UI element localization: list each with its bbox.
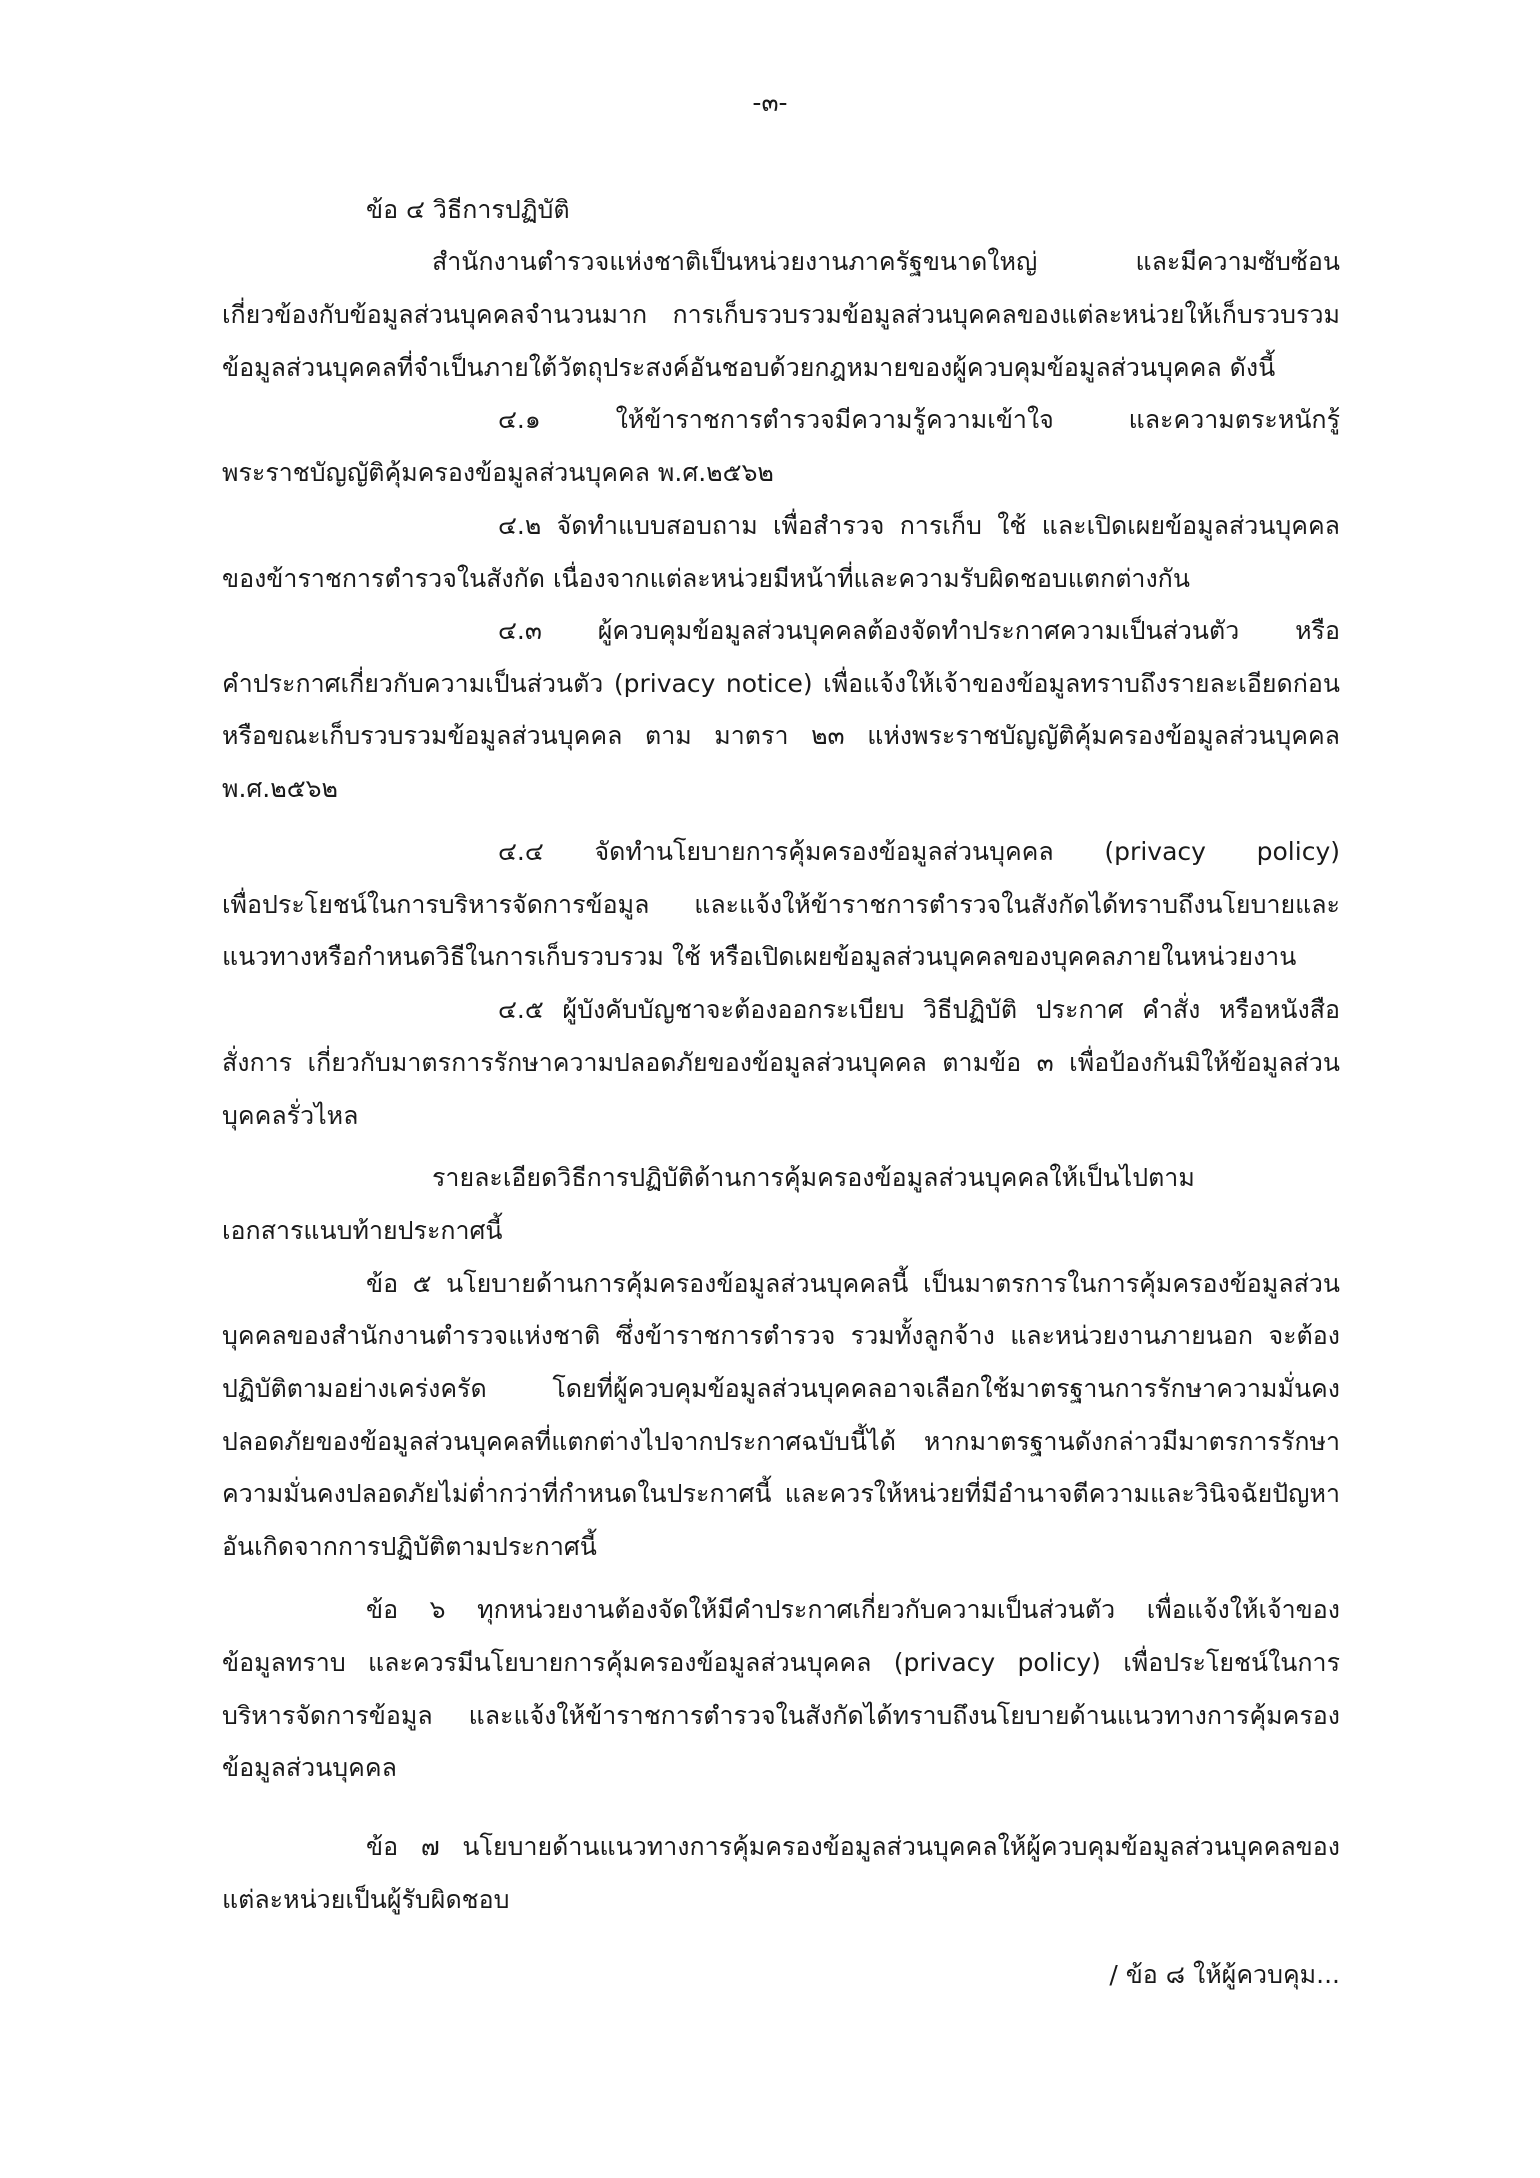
article-5-line: ความมั่นคงปลอดภัยไม่ต่ำกว่าที่กำหนดในประกาศนี้ และควรให้หน่วยที่มีอำนาจตีความและวินิจฉัยปัญหา — [222, 1479, 1340, 1508]
item-4-4-line: ๔.๔ จัดทำนโยบายการคุ้มครองข้อมูลส่วนบุคคล (privacy policy) — [498, 837, 1340, 866]
item-4-5-line: ๔.๕ ผู้บังคับบัญชาจะต้องออกระเบียบ วิธีปฏิบัติ ประกาศ คำสั่ง หรือหนังสือ — [498, 995, 1340, 1024]
article-5-line: ปฏิบัติตามอย่างเคร่งครัด โดยที่ผู้ควบคุมข้อมูลส่วนบุคคลอาจเลือกใช้มาตรฐานการรักษาความมั่นคง — [222, 1374, 1340, 1403]
page-number: -๓- — [752, 88, 788, 117]
article-6-line: ข้อมูลส่วนบุคคล — [222, 1753, 397, 1782]
item-4-1-line: พระราชบัญญัติคุ้มครองข้อมูลส่วนบุคคล พ.ศ.๒๕๖๒ — [222, 458, 774, 487]
continuation-note: / ข้อ ๘ ให้ผู้ควบคุม... — [1109, 1960, 1340, 1989]
item-4-5-line: สั่งการ เกี่ยวกับมาตรการรักษาความปลอดภัยของข้อมูลส่วนบุคคล ตามข้อ ๓ เพื่อป้องกันมิให้ข้อมูลส่วน — [222, 1048, 1340, 1077]
article-7-line: ข้อ ๗ นโยบายด้านแนวทางการคุ้มครองข้อมูลส่วนบุคคลให้ผู้ควบคุมข้อมูลส่วนบุคคลของ — [366, 1832, 1340, 1861]
item-4-3-line: หรือขณะเก็บรวบรวมข้อมูลส่วนบุคคล ตาม มาตรา ๒๓ แห่งพระราชบัญญัติคุ้มครองข้อมูลส่วนบุคคล — [222, 721, 1340, 750]
article-4-heading: ข้อ ๔ วิธีการปฏิบัติ — [366, 195, 570, 224]
article-6-line: บริหารจัดการข้อมูล และแจ้งให้ข้าราชการตำรวจในสังกัดได้ทราบถึงนโยบายด้านแนวทางการคุ้มครอง — [222, 1701, 1340, 1730]
article-6-line: ข้อมูลทราบ และควรมีนโยบายการคุ้มครองข้อมูลส่วนบุคคล (privacy policy) เพื่อประโยชน์ในการ — [222, 1648, 1340, 1677]
paragraph-line: เกี่ยวข้องกับข้อมูลส่วนบุคคลจำนวนมาก การเก็บรวบรวมข้อมูลส่วนบุคคลของแต่ละหน่วยให้เก็บรวบรวม — [222, 300, 1340, 329]
item-4-1-line: ๔.๑ ให้ข้าราชการตำรวจมีความรู้ความเข้าใจ และความตระหนักรู้ — [498, 405, 1340, 434]
item-4-2-line: ๔.๒ จัดทำแบบสอบถาม เพื่อสำรวจ การเก็บ ใช้ และเปิดเผยข้อมูลส่วนบุคคล — [498, 511, 1340, 540]
article-6-line: ข้อ ๖ ทุกหน่วยงานต้องจัดให้มีคำประกาศเกี่ยวกับความเป็นส่วนตัว เพื่อแจ้งให้เจ้าของ — [366, 1595, 1340, 1624]
article-5-line: ข้อ ๕ นโยบายด้านการคุ้มครองข้อมูลส่วนบุคคลนี้ เป็นมาตรการในการคุ้มครองข้อมูลส่วน — [366, 1269, 1340, 1298]
article-5-line: อันเกิดจากการปฏิบัติตามประกาศนี้ — [222, 1532, 597, 1561]
details-line: รายละเอียดวิธีการปฏิบัติด้านการคุ้มครองข้อมูลส่วนบุคคลให้เป็นไปตาม — [432, 1163, 1195, 1192]
item-4-2-line: ของข้าราชการตำรวจในสังกัด เนื่องจากแต่ละหน่วยมีหน้าที่และความรับผิดชอบแตกต่างกัน — [222, 564, 1190, 593]
article-5-line: บุคคลของสำนักงานตำรวจแห่งชาติ ซึ่งข้าราชการตำรวจ รวมทั้งลูกจ้าง และหน่วยงานภายนอก จะต้อง — [222, 1321, 1340, 1350]
item-4-3-line: ๔.๓ ผู้ควบคุมข้อมูลส่วนบุคคลต้องจัดทำประกาศความเป็นส่วนตัว หรือ — [498, 616, 1340, 645]
article-7-line: แต่ละหน่วยเป็นผู้รับผิดชอบ — [222, 1885, 510, 1914]
article-5-line: ปลอดภัยของข้อมูลส่วนบุคคลที่แตกต่างไปจากประกาศฉบับนี้ได้ หากมาตรฐานดังกล่าวมีมาตรการรักษา — [222, 1427, 1340, 1456]
item-4-4-line: แนวทางหรือกำหนดวิธีในการเก็บรวบรวม ใช้ หรือเปิดเผยข้อมูลส่วนบุคคลของบุคคลภายในหน่วยงาน — [222, 942, 1297, 971]
details-line: เอกสารแนบท้ายประกาศนี้ — [222, 1216, 503, 1245]
item-4-4-line: เพื่อประโยชน์ในการบริหารจัดการข้อมูล และแจ้งให้ข้าราชการตำรวจในสังกัดได้ทราบถึงนโยบายและ — [222, 890, 1340, 919]
paragraph-line: ข้อมูลส่วนบุคคลที่จำเป็นภายใต้วัตถุประสงค์อันชอบด้วยกฎหมายของผู้ควบคุมข้อมูลส่วนบุคคล ดังนี้ — [222, 353, 1276, 382]
item-4-3-line: คำประกาศเกี่ยวกับความเป็นส่วนตัว (privacy notice) เพื่อแจ้งให้เจ้าของข้อมูลทราบถึงรายละเอียดก่อน — [222, 669, 1340, 698]
item-4-5-line: บุคคลรั่วไหล — [222, 1101, 359, 1130]
item-4-3-line: พ.ศ.๒๕๖๒ — [222, 774, 338, 803]
paragraph-line: สำนักงานตำรวจแห่งชาติเป็นหน่วยงานภาครัฐขนาดใหญ่ และมีความซับซ้อน — [432, 247, 1340, 276]
